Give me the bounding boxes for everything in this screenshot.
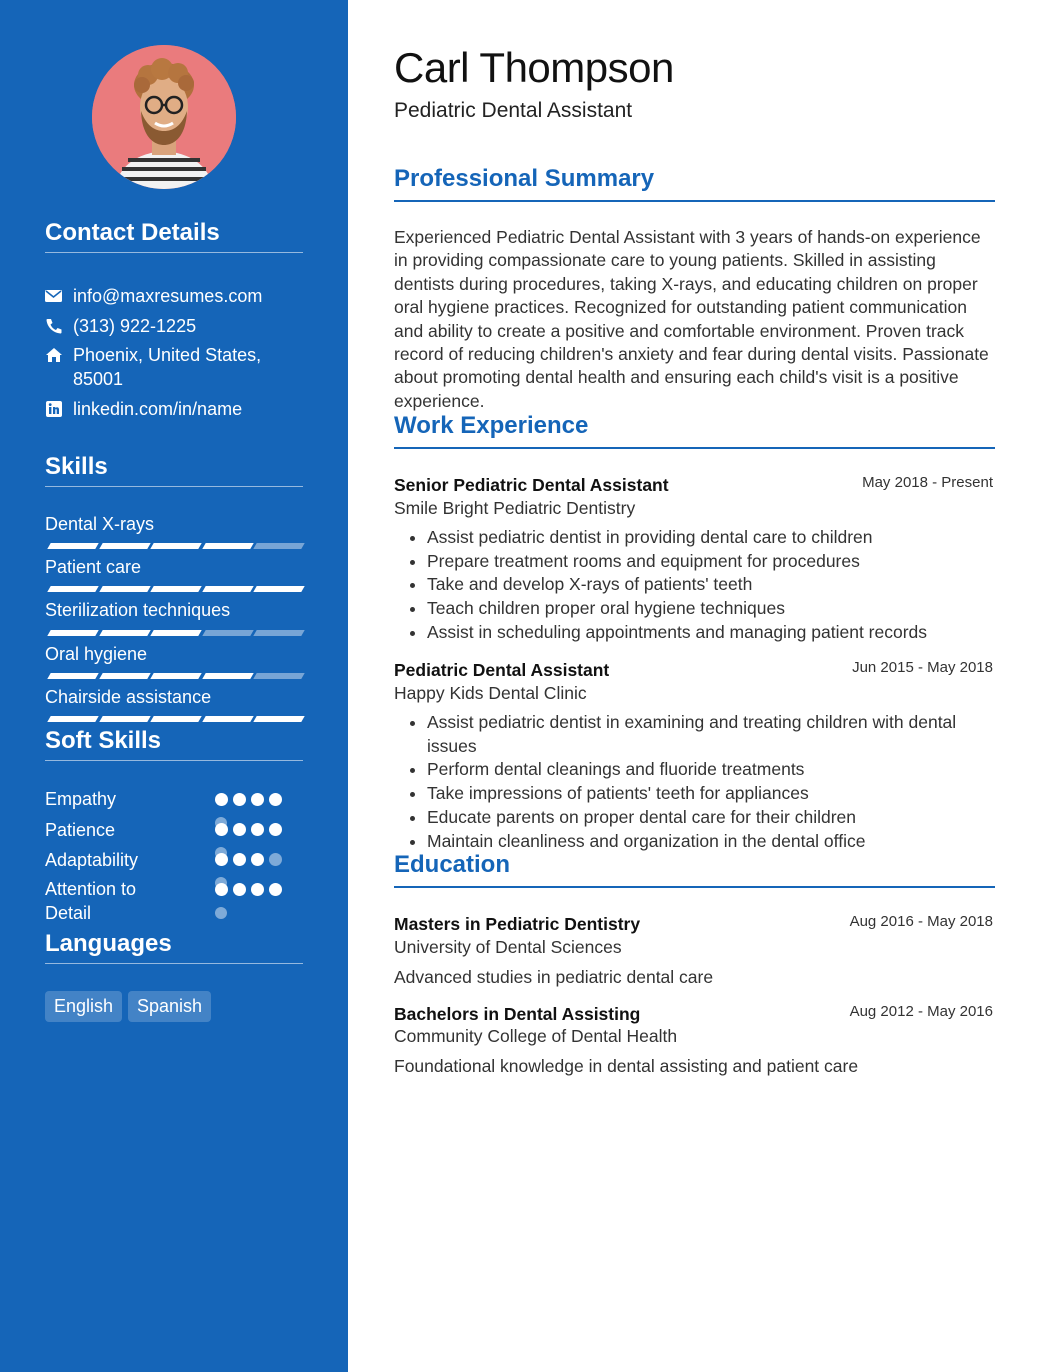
- contact-email[interactable]: [45, 284, 303, 308]
- skill-level-segment: [253, 716, 304, 722]
- summary-text: Experienced Pediatric Dental Assistant with 3 years of hands-on experience in providing compassionate care to young patients. Skilled in assisting dentists during procedures, taking X-rays, and educating children on proper oral hygiene practices. Recognized for outstanding patient communication and ability to create a positive and comfortable environment. Proven track record of reducing children's anxiety and fear during dental visits. Passionate about promoting dental health and ensuring each child's visit is a positive experience.: [394, 227, 989, 411]
- skill-level-segment: [150, 586, 201, 592]
- soft-skills-heading: Soft Skills: [45, 727, 303, 761]
- skill-name: Patient care: [45, 557, 142, 577]
- job-bullet: • Prepare treatment rooms and equipment for procedures: [427, 550, 995, 574]
- skill-level-segment: [253, 630, 304, 636]
- skill-level-segment: [150, 630, 201, 636]
- soft-skill-dot: [215, 793, 228, 806]
- avatar: [92, 45, 236, 189]
- skill-level-segment: [150, 673, 201, 679]
- soft-skill-dot: [269, 853, 282, 866]
- skill-level-segment: [202, 543, 253, 549]
- soft-skill-name-line1: Attention to: [45, 879, 137, 899]
- soft-skill-dot: [251, 853, 264, 866]
- skill-level-bar: [45, 716, 303, 722]
- job-bullet: • Assist pediatric dentist in providing dental care to children: [427, 526, 995, 550]
- skill-level-segment: [99, 543, 150, 549]
- language-chip: English: [45, 991, 122, 1022]
- education-school: Community College of Dental Health: [394, 1026, 678, 1046]
- summary-heading: Professional Summary: [394, 165, 995, 202]
- candidate-title: Pediatric Dental Assistant: [394, 99, 633, 122]
- job-title: Pediatric Dental Assistant: [394, 660, 610, 680]
- home-icon: [45, 347, 63, 363]
- soft-skill-dot: [215, 907, 227, 919]
- skill-level-bar: [45, 673, 303, 679]
- skill-level-segment: [253, 673, 304, 679]
- soft-skill-name: Patience: [45, 820, 116, 840]
- skill-level-segment: [253, 543, 304, 549]
- soft-skill-dot: [215, 817, 227, 829]
- job-bullets: [405, 711, 995, 853]
- skills-heading: Skills: [45, 453, 303, 487]
- phone-icon: [45, 318, 63, 334]
- soft-skill-dot: [233, 823, 246, 836]
- skill-level-segment: [47, 673, 98, 679]
- soft-skill-dot: [269, 793, 282, 806]
- skill-level-segment: [202, 716, 253, 722]
- soft-skill-name: Empathy: [45, 789, 117, 809]
- skill-level-segment: [47, 543, 98, 549]
- skill-level-segment: [99, 630, 150, 636]
- languages-heading: Languages: [45, 930, 303, 964]
- education-dates: Aug 2016 - May 2018: [849, 913, 993, 930]
- skill-level-segment: [99, 673, 150, 679]
- skill-level-bar: [45, 586, 303, 592]
- sidebar: [0, 0, 348, 1372]
- candidate-name: Carl Thompson: [394, 44, 674, 91]
- job-title: Senior Pediatric Dental Assistant: [394, 475, 669, 495]
- skill-level-segment: [253, 586, 304, 592]
- skill-level-segment: [47, 586, 98, 592]
- soft-skill-dot: [251, 793, 264, 806]
- skill-level-segment: [99, 716, 150, 722]
- skill-name: Sterilization techniques: [45, 600, 231, 620]
- job-bullet: • Assist in scheduling appointments and managing patient records: [427, 621, 995, 645]
- contact-address-line1: Phoenix, United States,: [73, 345, 262, 365]
- soft-skill-dot: [251, 823, 264, 836]
- soft-skill-dot: [215, 877, 227, 889]
- language-chip: Spanish: [128, 991, 211, 1022]
- experience-heading: Work Experience: [394, 412, 995, 449]
- skill-level-segment: [202, 630, 253, 636]
- skill-level-segment: [202, 673, 253, 679]
- contact-address-line2: 85001: [73, 369, 124, 389]
- skill-name: Oral hygiene: [45, 644, 148, 664]
- skill-level-segment: [47, 716, 98, 722]
- soft-skill-dot: [215, 847, 227, 859]
- contact-email-text: info@maxresumes.com: [73, 286, 263, 306]
- job-bullet: • Teach children proper oral hygiene techniques: [427, 597, 995, 621]
- skill-level-segment: [150, 716, 201, 722]
- job-dates: May 2018 - Present: [862, 474, 993, 491]
- contact-linkedin[interactable]: [45, 397, 303, 421]
- job-dates: Jun 2015 - May 2018: [852, 659, 993, 676]
- soft-skill-dot: [233, 883, 246, 896]
- education-school: University of Dental Sciences: [394, 937, 622, 957]
- skill-name: Chairside assistance: [45, 687, 212, 707]
- job-bullet: • Assist pediatric dentist in examining and treating children with dental issues: [427, 711, 995, 758]
- contact-linkedin-text: linkedin.com/in/name: [73, 399, 243, 419]
- skill-level-segment: [202, 586, 253, 592]
- education-description: Foundational knowledge in dental assisting and patient care: [394, 1056, 859, 1076]
- education-heading: Education: [394, 851, 995, 888]
- soft-skill-dot: [233, 853, 246, 866]
- job-bullet: • Take and develop X-rays of patients' teeth: [427, 573, 995, 597]
- skill-level-segment: [99, 586, 150, 592]
- skill-level-bar: [45, 543, 303, 549]
- education-degree: Bachelors in Dental Assisting: [394, 1004, 641, 1024]
- skill-level-segment: [47, 630, 98, 636]
- skill-level-segment: [150, 543, 201, 549]
- linkedin-icon: [45, 401, 63, 417]
- profile-photo: [92, 45, 236, 189]
- job-bullet: • Perform dental cleanings and fluoride treatments: [427, 758, 995, 782]
- education-description: Advanced studies in pediatric dental care: [394, 967, 714, 987]
- job-company: Happy Kids Dental Clinic: [394, 683, 587, 703]
- contact-address: [45, 343, 303, 391]
- contact-phone[interactable]: [45, 314, 303, 338]
- education-dates: Aug 2012 - May 2016: [849, 1003, 993, 1020]
- skill-level-bar: [45, 630, 303, 636]
- envelope-icon: [45, 288, 63, 304]
- skill-name: Dental X-rays: [45, 514, 155, 534]
- soft-skill-name: Adaptability: [45, 850, 139, 870]
- contact-heading: Contact Details: [45, 219, 303, 253]
- soft-skill-dot: [233, 793, 246, 806]
- job-bullet: • Educate parents on proper dental care for their children: [427, 806, 995, 830]
- soft-skill-dot: [269, 883, 282, 896]
- soft-skill-dot: [269, 823, 282, 836]
- soft-skill-dot: [251, 883, 264, 896]
- education-degree: Masters in Pediatric Dentistry: [394, 914, 641, 934]
- job-bullets: [405, 526, 995, 645]
- job-bullet: • Maintain cleanliness and organization in the dental office: [427, 830, 995, 854]
- contact-phone-text: (313) 922-1225: [73, 316, 197, 336]
- soft-skill-name-line2: Detail: [45, 903, 92, 923]
- job-bullet: • Take impressions of patients' teeth for appliances: [427, 782, 995, 806]
- job-company: Smile Bright Pediatric Dentistry: [394, 498, 636, 518]
